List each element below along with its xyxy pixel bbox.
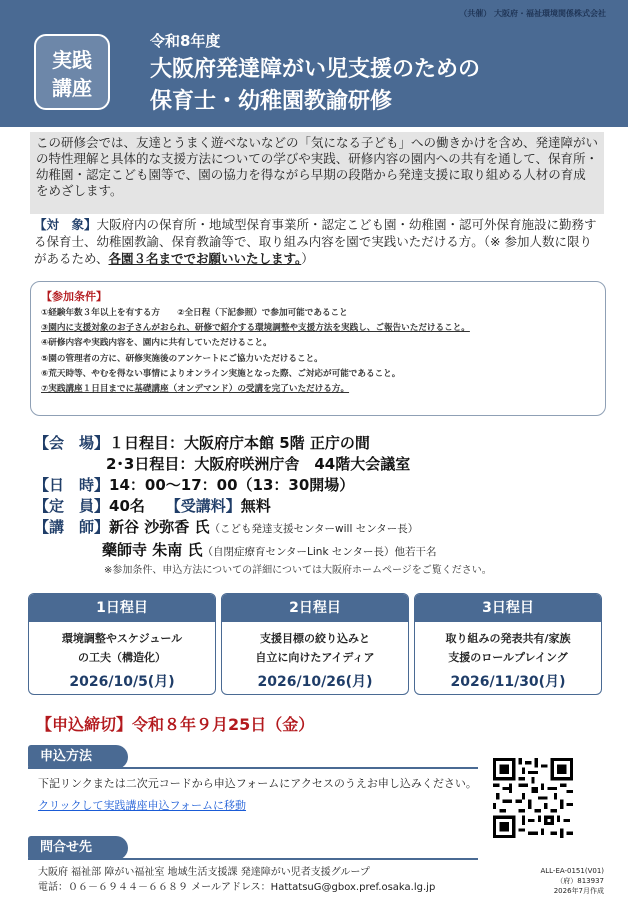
day-topic-line2: 自立に向けたアイディア — [255, 651, 375, 664]
day-topic-line1: 環境調整やスケジュール — [61, 632, 183, 645]
details-note: ※参加条件、申込方法についての詳細については大阪府ホームページをご覧ください。 — [104, 565, 492, 576]
contact-divider — [28, 858, 478, 860]
contact-department: 大阪府 福祉部 障がい福祉室 地域生活支援課 発達障がい児者支援グループ — [38, 867, 370, 878]
day-card-2 — [221, 593, 409, 695]
fee-label: 【受講料】 — [165, 497, 241, 515]
conditions-title: 【参加条件】 — [41, 290, 107, 303]
conditions-box — [30, 281, 606, 416]
doc-code: ALL-EA-0151(V01) — [540, 867, 604, 875]
lecturer-label: 【講 師】 — [34, 518, 110, 536]
condition-item: ⑥荒天時等、やむを得ない事情によりオンライン実施となった際、ご対応が可能であること。 — [41, 368, 401, 379]
contact-info — [38, 865, 435, 895]
fiscal-year: 令和8年度 — [150, 32, 221, 50]
target-limit-underline: 各園３名まででお願いいたします。 — [108, 251, 302, 266]
day-date: 2026/10/26(月) — [257, 674, 373, 690]
target-section — [34, 216, 600, 267]
condition-item: ③園内に支援対象のお子さんがおられ、研修で紹介する環境調整や支援方法を実践し、ご報告いただけること。 — [41, 323, 470, 334]
badge-line2: 講座 — [52, 76, 92, 100]
capacity-value: 40名 — [109, 497, 145, 515]
contact-heading: 問合せ先 — [28, 836, 128, 860]
day-date: 2026/10/5(月) — [69, 674, 175, 690]
contact-phone-email: 電話：０６－６９４４－６６８９ メールアドレス：HattatsuG@gbox.pref.osaka.lg.jp — [38, 882, 436, 893]
venue-1: １日程目：大阪府庁本館 5階 正庁の間 — [109, 434, 370, 452]
organizer-text: （共催） 大阪府・福祉環境関係株式会社 — [459, 9, 606, 18]
target-text: 大阪府内の保育所・地域型保育事業所・認定こども園・幼稚園・認可外保育施設に勤務する保育士、幼稚園教諭、保育教諭等で、取り組み内容を園で実践いただける方。（※ 参加人数に限りがあるため、 — [34, 217, 597, 266]
condition-item: ⑦実践講座１日目までに基礎講座（オンデマンド）の受講を完了いただける方。 — [41, 384, 350, 395]
day-heading: 3日程目 — [415, 594, 601, 622]
intro-text: この研修会では、友達とうまく遊べないなどの「気になる子ども」への働きかけを含め、発達障がいの特性理解と具体的な支援方法についての学びや実践、研修内容の園内への共有を通して、保育所・幼稚園・認定こども園等で、園の協力を得ながら早期の段階から発達支援に取り組める人材の育成をめざします。 — [30, 132, 604, 214]
course-badge — [34, 34, 110, 110]
day-topic-line1: 支援目標の絞り込みと — [260, 632, 370, 645]
day-topic — [222, 629, 408, 667]
apply-text: 下記リンクまたは二次元コードから申込フォームにアクセスのうえお申し込みください。 — [38, 777, 477, 790]
target-end: ） — [301, 251, 314, 266]
day-card-1 — [28, 593, 216, 695]
lecturer-2-name: 藥師寺 朱南 氏 — [102, 541, 203, 559]
day-heading: 1日程目 — [29, 594, 215, 622]
lecturer-1-affiliation: （こども発達支援センターwill センター長） — [209, 523, 419, 535]
qr-code-icon[interactable] — [493, 758, 573, 838]
header-banner — [0, 0, 628, 127]
day-topic-line2: 支援のロールプレイング — [448, 651, 568, 664]
application-deadline: 【申込締切】令和８年９月25日（金） — [36, 715, 315, 734]
condition-item: ④研修内容や実践内容を、園内に共有していただけること。 — [41, 338, 272, 349]
capacity-label: 【定 員】 — [34, 497, 110, 515]
document-number — [540, 866, 604, 896]
venue-row-2 — [34, 454, 604, 475]
target-label: 【対 象】 — [34, 217, 97, 232]
fee-value: 無料 — [240, 497, 271, 515]
venue-row — [34, 433, 604, 454]
venue-2: 2･3日程目：大阪府咲洲庁舎 44階大会議室 — [106, 455, 411, 473]
day-topic — [29, 629, 215, 667]
condition-item: ⑤園の管理者の方に、研修実施後のアンケートにご協力いただけること。 — [41, 353, 323, 364]
lecturer-1-name: 新谷 沙弥香 氏 — [109, 518, 210, 536]
capacity-row — [34, 496, 604, 517]
doc-date: 2026年7月作成 — [553, 887, 604, 895]
day-topic — [415, 629, 601, 667]
time-label: 【日 時】 — [34, 476, 110, 494]
venue-label: 【会 場】 — [34, 434, 110, 452]
details-section — [34, 433, 604, 579]
day-date: 2026/11/30(月) — [450, 674, 566, 690]
badge-line1: 実践 — [52, 48, 92, 72]
time-value: 14：00～17：00（13：30開場） — [109, 476, 355, 494]
page-title-line2: 保育士・幼稚園教諭研修 — [150, 89, 393, 114]
day-heading: 2日程目 — [222, 594, 408, 622]
apply-divider — [28, 767, 478, 769]
apply-form-link[interactable]: クリックして実践講座申込フォームに移動 — [38, 799, 247, 812]
day-card-3 — [414, 593, 602, 695]
page-title-line1: 大阪府発達障がい児支援のための — [150, 57, 481, 82]
lecturer-row — [34, 517, 604, 540]
lecturer-2-affiliation: （自閉症療育センターLink センター長）他若干名 — [202, 546, 437, 558]
time-row — [34, 475, 604, 496]
doc-number: （府）813937 — [556, 877, 604, 885]
day-topic-line1: 取り組みの発表共有/家族 — [445, 632, 571, 645]
condition-item: ①経験年数３年以上を有する方 ②全日程（下記参照）で参加可能であること — [41, 308, 348, 318]
apply-heading: 申込方法 — [28, 745, 128, 769]
day-topic-line2: の工夫（構造化） — [78, 651, 166, 664]
lecturer-row-2 — [34, 540, 604, 563]
